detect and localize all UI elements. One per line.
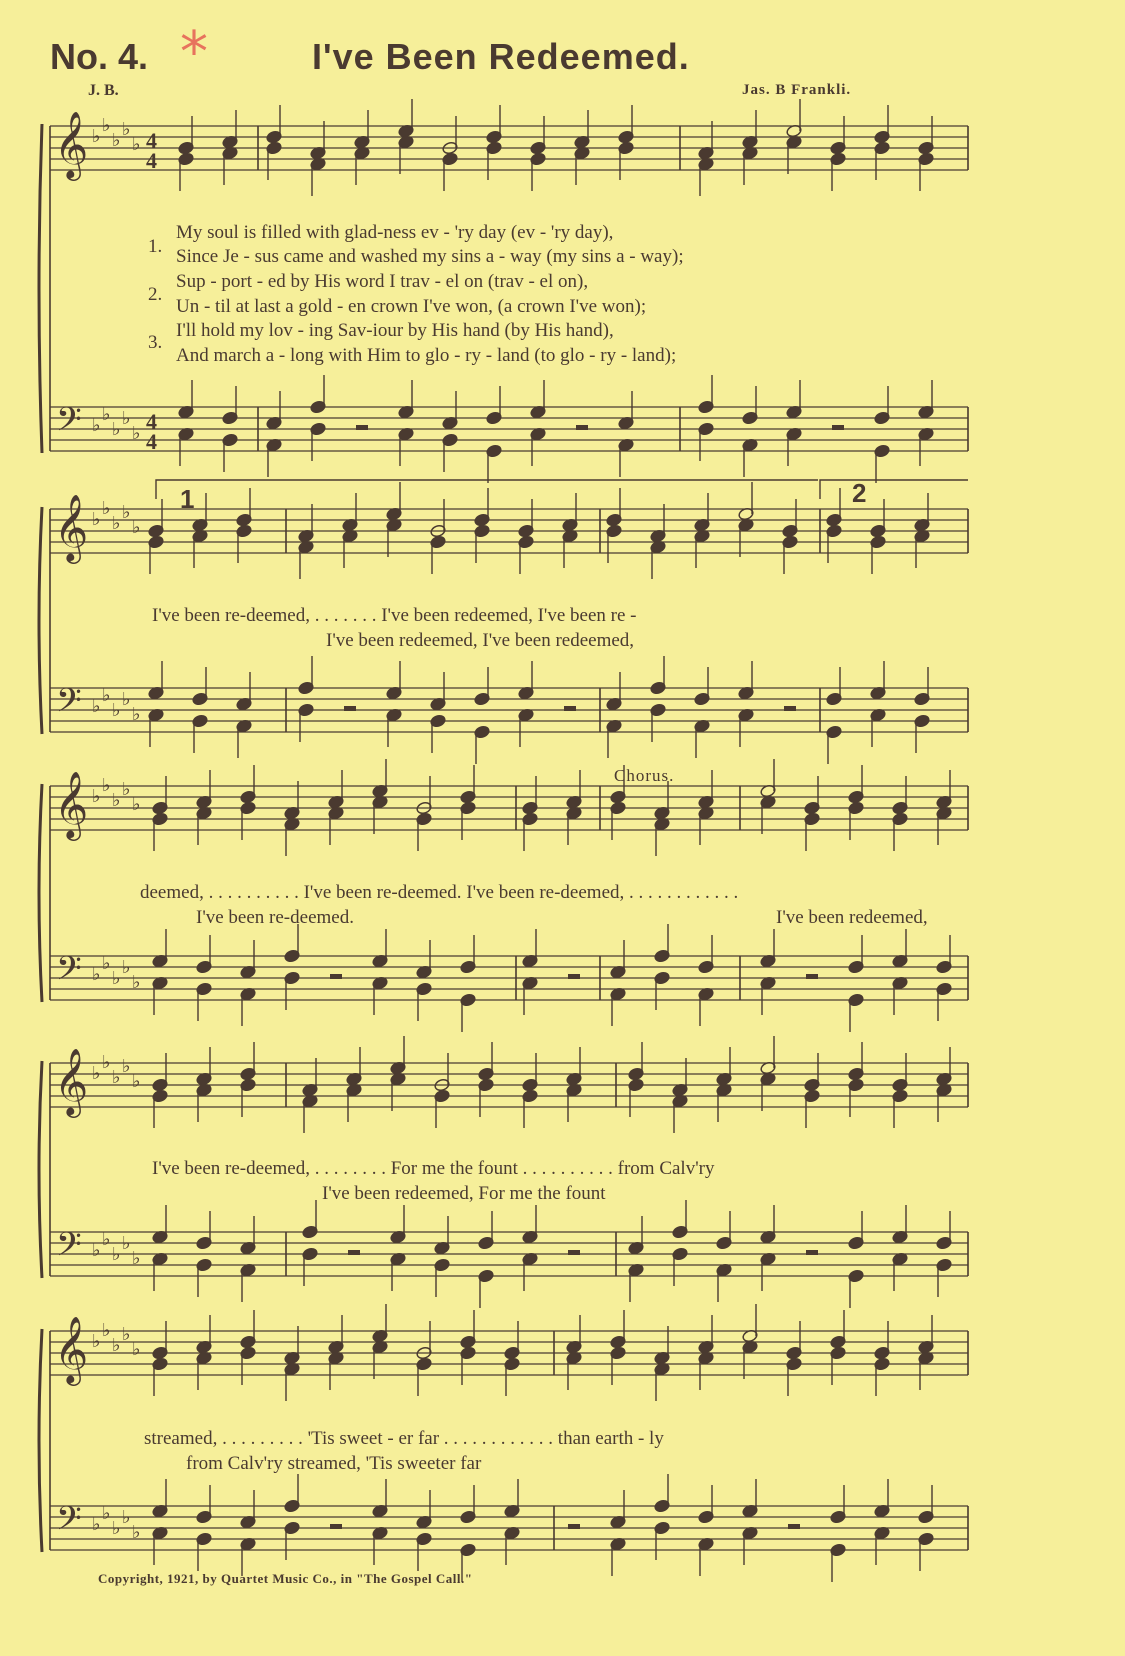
rest-icon (330, 1524, 342, 1529)
key-flat-icon: ♭ (132, 134, 141, 155)
key-flat-icon: ♭ (122, 502, 131, 523)
key-flat-icon: ♭ (132, 517, 141, 538)
key-flat-icon: ♭ (92, 696, 101, 717)
key-flat-icon: ♭ (132, 1248, 141, 1269)
system-brace (39, 1061, 42, 1278)
key-flat-icon: ♭ (112, 968, 121, 989)
rest-icon (832, 425, 844, 430)
second-ending-number: 2 (852, 478, 867, 508)
verse-line-2a: Sup - port - ed by His word I trav - el on (trav - el on), (176, 271, 589, 292)
key-flat-icon: ♭ (102, 498, 111, 519)
rest-icon (788, 1524, 800, 1529)
key-flat-icon: ♭ (102, 1503, 111, 1524)
bass-clef-icon: 𝄢 (56, 682, 82, 728)
lyrics-system5-upper: streamed, . . . . . . . . . 'Tis sweet - er far . . . . . . . . . . . . than earth - ly (144, 1428, 664, 1449)
key-flat-icon: ♭ (112, 1067, 121, 1088)
rest-icon (576, 425, 588, 430)
key-flat-icon: ♭ (102, 1052, 111, 1073)
key-flat-icon: ♭ (92, 415, 101, 436)
key-flat-icon: ♭ (122, 1056, 131, 1077)
bass-clef-icon: 𝄢 (56, 401, 82, 447)
first-ending-bracket (156, 480, 818, 499)
key-flat-icon: ♭ (132, 1339, 141, 1360)
key-flat-icon: ♭ (102, 115, 111, 136)
lyrics-system3-lower-a: I've been re-deemed. (196, 907, 354, 928)
key-flat-icon: ♭ (122, 1324, 131, 1345)
asterisk-mark: * (180, 20, 208, 85)
key-flat-icon: ♭ (132, 1522, 141, 1543)
rest-icon (568, 1250, 580, 1255)
rest-icon (356, 425, 368, 430)
key-flat-icon: ♭ (112, 790, 121, 811)
lyrics-system4-upper: I've been re-deemed, . . . . . . . . For me the fount . . . . . . . . . . from Calv'ry (152, 1158, 715, 1179)
music-credit: Jas. B Frankli. (742, 82, 852, 98)
words-credit: J. B. (88, 82, 119, 99)
verse-number-2: 2. (148, 284, 163, 305)
system-brace (39, 124, 42, 453)
rest-icon (568, 974, 580, 979)
key-flat-icon: ♭ (112, 1518, 121, 1539)
rest-icon (784, 706, 796, 711)
verse-line-1a: My soul is filled with glad-ness ev - 'ry day (ev - 'ry day), (176, 222, 614, 243)
lyrics-system3-lower-b: I've been redeemed, (776, 907, 928, 928)
key-flat-icon: ♭ (132, 794, 141, 815)
key-flat-icon: ♭ (92, 1514, 101, 1535)
key-flat-icon: ♭ (112, 1244, 121, 1265)
key-flat-icon: ♭ (132, 423, 141, 444)
key-flat-icon: ♭ (112, 513, 121, 534)
hymn-title: I've Been Redeemed. (312, 36, 690, 77)
key-flat-icon: ♭ (132, 1071, 141, 1092)
time-signature-bottom: 4 (146, 429, 157, 454)
key-flat-icon: ♭ (102, 1320, 111, 1341)
rest-icon (806, 974, 818, 979)
time-signature-bottom: 4 (146, 148, 157, 173)
key-flat-icon: ♭ (92, 786, 101, 807)
rest-icon (564, 706, 576, 711)
key-flat-icon: ♭ (122, 408, 131, 429)
rest-icon (330, 974, 342, 979)
treble-clef-icon: 𝄞 (54, 1047, 89, 1115)
key-flat-icon: ♭ (92, 126, 101, 147)
lyrics-system2-lower: I've been redeemed, I've been redeemed, (326, 630, 635, 651)
hymn-number: No. 4. (50, 36, 149, 77)
treble-clef-icon: 𝄞 (54, 110, 89, 178)
time-signature-top: 4 (146, 409, 157, 434)
bass-clef-icon: 𝄢 (56, 1500, 82, 1546)
verse-number-3: 3. (148, 332, 163, 353)
rest-icon (344, 706, 356, 711)
key-flat-icon: ♭ (92, 1240, 101, 1261)
key-flat-icon: ♭ (122, 1233, 131, 1254)
lyrics-system5-lower: from Calv'ry streamed, 'Tis sweeter far (186, 1453, 482, 1474)
system-brace (39, 507, 42, 734)
first-ending-number: 1 (180, 484, 195, 514)
treble-clef-icon: 𝄞 (54, 1315, 89, 1383)
system-brace (39, 1329, 42, 1552)
second-ending-bracket (820, 480, 968, 499)
key-flat-icon: ♭ (112, 700, 121, 721)
verse-number-1: 1. (148, 236, 163, 257)
key-flat-icon: ♭ (132, 704, 141, 725)
key-flat-icon: ♭ (132, 972, 141, 993)
system-brace (39, 784, 42, 1002)
key-flat-icon: ♭ (122, 1507, 131, 1528)
treble-clef-icon: 𝄞 (54, 493, 89, 561)
key-flat-icon: ♭ (102, 1229, 111, 1250)
chorus-label: Chorus. (614, 766, 675, 785)
copyright-notice: Copyright, 1921, by Quartet Music Co., in "The Gospel Call." (98, 1571, 473, 1586)
key-flat-icon: ♭ (122, 119, 131, 140)
key-flat-icon: ♭ (122, 957, 131, 978)
key-flat-icon: ♭ (122, 689, 131, 710)
key-flat-icon: ♭ (102, 775, 111, 796)
rest-icon (568, 1524, 580, 1529)
key-flat-icon: ♭ (102, 953, 111, 974)
time-signature-top: 4 (146, 128, 157, 153)
lyrics-system2-upper: I've been re-deemed, . . . . . . . I've been redeemed, I've been re - (152, 605, 637, 626)
key-flat-icon: ♭ (92, 1331, 101, 1352)
rest-icon (348, 1250, 360, 1255)
key-flat-icon: ♭ (122, 779, 131, 800)
bass-clef-icon: 𝄢 (56, 950, 82, 996)
key-flat-icon: ♭ (102, 404, 111, 425)
treble-clef-icon: 𝄞 (54, 770, 89, 838)
verse-line-1b: Since Je - sus came and washed my sins a - way (my sins a - way); (176, 246, 684, 267)
key-flat-icon: ♭ (112, 130, 121, 151)
bass-clef-icon: 𝄢 (56, 1226, 82, 1272)
key-flat-icon: ♭ (102, 685, 111, 706)
key-flat-icon: ♭ (92, 1063, 101, 1084)
verse-line-2b: Un - til at last a gold - en crown I've won, (a crown I've won); (176, 296, 647, 317)
key-flat-icon: ♭ (112, 1335, 121, 1356)
key-flat-icon: ♭ (112, 419, 121, 440)
rest-icon (806, 1250, 818, 1255)
key-flat-icon: ♭ (92, 509, 101, 530)
verse-line-3b: And march a - long with Him to glo - ry - land (to glo - ry - land); (176, 345, 677, 366)
key-flat-icon: ♭ (92, 964, 101, 985)
verse-line-3a: I'll hold my lov - ing Sav-iour by His hand (by His hand), (176, 320, 614, 341)
lyrics-system3-upper: deemed, . . . . . . . . . . I've been re-deemed. I've been re-deemed, . . . . . . . . . . . . (140, 882, 739, 903)
lyrics-system4-lower: I've been redeemed, For me the fount (322, 1183, 606, 1204)
